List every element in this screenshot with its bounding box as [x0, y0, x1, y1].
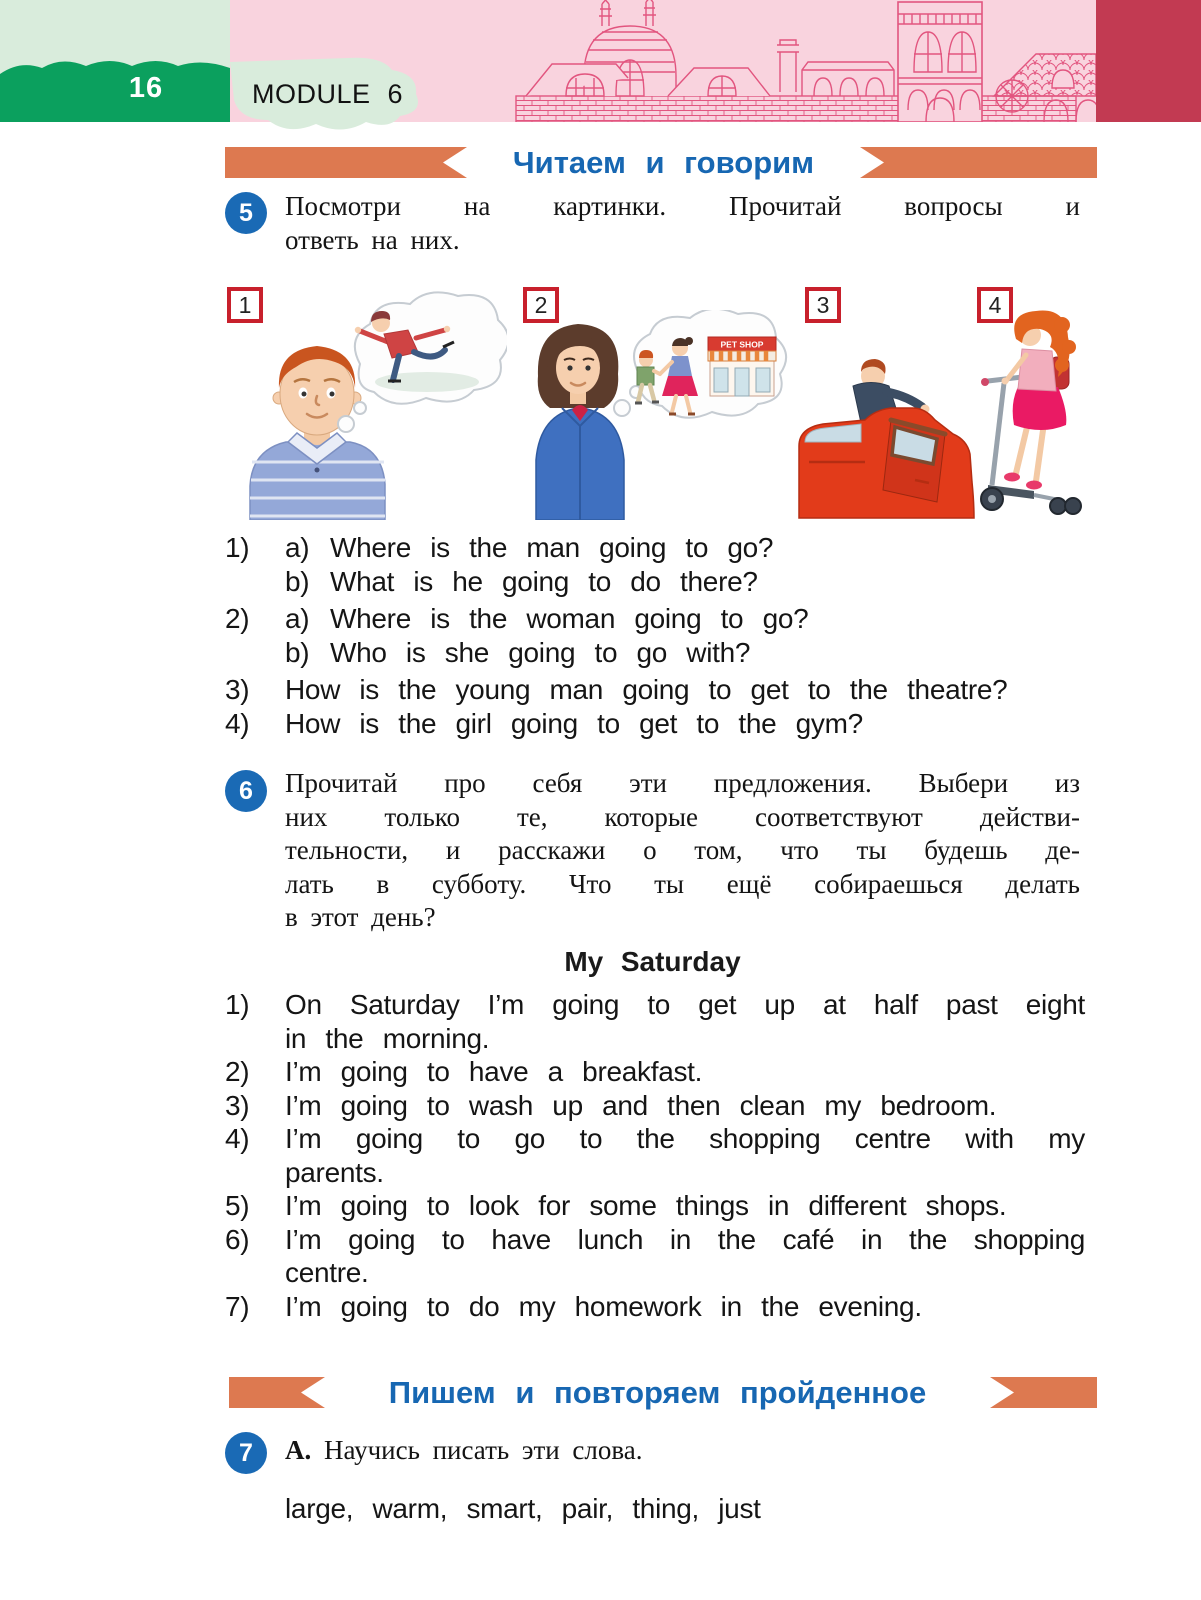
banner-right-bar	[860, 147, 1097, 178]
story-title: My Saturday	[564, 946, 741, 977]
exercise-5-instruction	[285, 190, 1080, 257]
sentence-line: I’m going to have a breakfast.	[285, 1056, 703, 1087]
exercise-5-questions	[225, 531, 1085, 740]
sentence-row	[225, 988, 1085, 1055]
instruction-line: Прочитай про себя эти предложения. Выбери из	[285, 768, 1080, 798]
sentence-row	[225, 1122, 1085, 1189]
question-row	[225, 565, 1085, 599]
section-writing-title: Пишем и повторяем пройденное	[388, 1375, 927, 1410]
exercise-7-instruction	[285, 1434, 1080, 1468]
banner-left-bar	[229, 1377, 325, 1408]
picture-4-illustration	[970, 303, 1095, 521]
instruction-line: них только те, которые соответствуют действи-	[285, 801, 1080, 832]
picture-number-badge: 3	[805, 287, 841, 323]
page-number: 16	[128, 72, 164, 104]
question-number: 4)	[225, 707, 250, 739]
section-reading-title: Читаем и говорим	[512, 145, 815, 180]
module-label: MODULE 6	[251, 79, 404, 109]
header-corner-block	[1096, 0, 1201, 122]
question-letter: b)	[285, 565, 310, 597]
picture-number-badge: 1	[227, 287, 263, 323]
banner-right-bar	[990, 1377, 1097, 1408]
word-list: large, warm, smart, pair, thing, just	[285, 1493, 761, 1524]
question-text: How is the young man going to get to the theatre?	[285, 674, 1008, 705]
instruction-text: Научись писать эти слова.	[323, 1435, 643, 1465]
pet-shop-sign: PET SHOP	[720, 339, 764, 350]
sentence-line: I’m going to look for some things in different shops.	[285, 1190, 1007, 1221]
question-row	[225, 673, 1085, 707]
banner-left-bar	[225, 147, 467, 178]
picture-3-illustration	[795, 350, 975, 522]
question-row	[225, 602, 1085, 636]
question-text: Who is she going to go with?	[330, 636, 751, 668]
question-text: Where is the woman going to go?	[330, 603, 809, 634]
exercise-7-number-badge: 7	[225, 1432, 267, 1474]
instruction-line: в этот день?	[285, 902, 436, 932]
sentence-line: in the morning.	[285, 1022, 490, 1054]
instruction-line: ответь на них.	[285, 224, 460, 255]
sentence-line: On Saturday I’m going to get up at half past eight	[285, 989, 1085, 1020]
question-letter: b)	[285, 636, 310, 668]
instruction-line: лать в субботу. Что ты ещё собираешься делать	[285, 868, 1080, 899]
question-text: What is he going to do there?	[330, 565, 758, 597]
picture-1-illustration	[222, 290, 507, 520]
sentence-number: 6)	[225, 1223, 250, 1255]
question-group	[225, 602, 1085, 669]
exercise-part-label: А.	[285, 1435, 312, 1465]
question-number: 3)	[225, 674, 250, 705]
question-number: 2)	[225, 603, 250, 634]
sentence-line: centre.	[285, 1257, 369, 1288]
picture-number-badge: 2	[523, 287, 559, 323]
question-letter: a)	[285, 603, 310, 634]
picture-number-badge: 4	[977, 287, 1013, 323]
sentence-line: parents.	[285, 1156, 384, 1188]
sentence-row	[225, 1055, 1085, 1089]
sentence-number: 4)	[225, 1123, 250, 1154]
question-text: Where is the man going to go?	[330, 532, 774, 563]
sentence-number: 7)	[225, 1290, 250, 1322]
sentence-row	[225, 1290, 1085, 1324]
exercise-6-number-badge: 6	[225, 770, 267, 812]
sentence-row	[225, 1223, 1085, 1290]
picture-2-illustration	[518, 310, 793, 520]
exercise-5-number-badge: 5	[225, 192, 267, 234]
sentence-number: 1)	[225, 989, 250, 1020]
sentence-line: I’m going to go to the shopping centre with my	[285, 1123, 1085, 1154]
sentence-line: I’m going to do my homework in the evening.	[285, 1290, 922, 1322]
sentence-row	[225, 1089, 1085, 1123]
sentence-number: 2)	[225, 1056, 250, 1087]
sentence-number: 5)	[225, 1190, 250, 1221]
question-number: 1)	[225, 532, 250, 563]
question-row	[225, 707, 1085, 741]
city-skyline-drawing	[496, 0, 1096, 122]
question-row	[225, 636, 1085, 670]
sentence-line: I’m going to have lunch in the café in the shopping	[285, 1223, 1085, 1255]
sentence-row	[225, 1189, 1085, 1223]
instruction-line: Посмотри на картинки. Прочитай вопросы и	[285, 191, 1080, 221]
question-group	[225, 531, 1085, 598]
sentence-line: I’m going to wash up and then clean my bedroom.	[285, 1089, 997, 1121]
story-sentences	[225, 988, 1085, 1323]
question-text: How is the girl going to get to the gym?	[285, 707, 863, 739]
exercise-6-instruction	[285, 767, 1080, 935]
question-row	[225, 531, 1085, 565]
instruction-line: тельности, и расскажи о том, что ты будешь де-	[285, 835, 1080, 865]
sentence-number: 3)	[225, 1089, 250, 1121]
question-letter: a)	[285, 532, 310, 563]
